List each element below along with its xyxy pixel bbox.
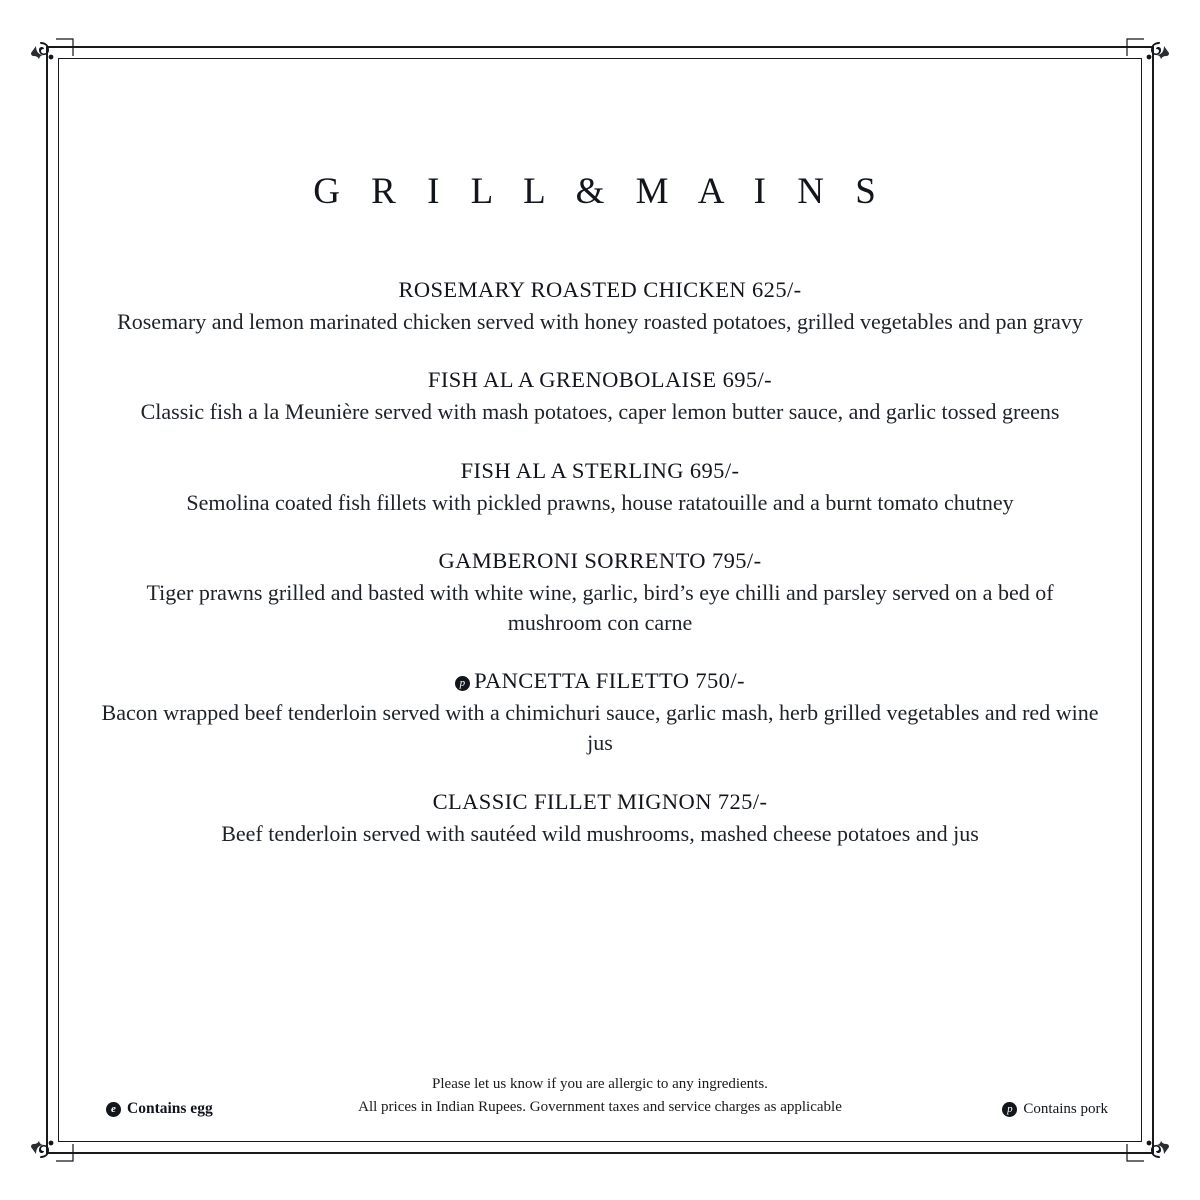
menu-item — [90, 546, 1110, 638]
menu-item-description: Bacon wrapped beef tenderloin served with a chimichuri sauce, garlic mash, herb grilled vegetables and red wine jus — [101, 700, 1099, 756]
menu-item — [90, 666, 1110, 758]
page-title: G R I L L & M A I N S — [313, 171, 887, 212]
menu-item-name — [90, 456, 1110, 486]
menu-item-name — [90, 365, 1110, 395]
menu-item-description: Semolina coated fish fillets with pickled prawns, house ratatouille and a burnt tomato chutney — [186, 489, 1014, 515]
menu-item-name-text: GAMBERONI SORRENTO 795/- — [438, 547, 762, 573]
menu-item-description: Rosemary and lemon marinated chicken served with honey roasted potatoes, grilled vegetables and pan gravy — [117, 309, 1083, 335]
menu-item-name-text: ROSEMARY ROASTED CHICKEN 625/- — [398, 277, 802, 302]
menu-item — [90, 365, 1110, 427]
menu-item-description: Beef tenderloin served with sautéed wild mushrooms, mashed cheese potatoes and jus — [221, 820, 979, 846]
legend-contains-pork — [1002, 1101, 1108, 1118]
menu-item-name — [90, 275, 1110, 305]
menu-item-description: Tiger prawns grilled and basted with white wine, garlic, bird’s eye chilli and parsley served on a bed of mushroom con carne — [146, 579, 1054, 636]
menu-item — [90, 456, 1110, 518]
menu-item — [90, 275, 1110, 337]
menu-content — [90, 170, 1110, 877]
menu-item-name — [90, 787, 1110, 817]
menu-item — [90, 787, 1110, 849]
menu-item-name-text: PANCETTA FILETTO 750/- — [474, 668, 745, 694]
legend-contains-pork-label: Contains pork — [1023, 1101, 1108, 1117]
pricing-note: All prices in Indian Rupees. Government taxes and service charges as applicable — [358, 1098, 842, 1115]
legend-contains-egg-label: Contains egg — [127, 1100, 213, 1117]
menu-item-name-text: CLASSIC FILLET MIGNON 725/- — [432, 788, 768, 814]
allergy-note: Please let us know if you are allergic to any ingredients. — [432, 1076, 768, 1092]
contains-pork-icon: p — [1002, 1102, 1017, 1117]
menu-item-name — [90, 666, 1110, 696]
menu-item-name-text: FISH AL A GRENOBOLAISE 695/- — [427, 367, 773, 393]
contains-pork-icon: p — [455, 676, 470, 691]
menu-item-description: Classic fish a la Meunière served with mash potatoes, caper lemon butter sauce, and garlic tossed greens — [140, 399, 1060, 425]
legend-contains-egg — [106, 1100, 213, 1118]
corner-flourish-top-right-icon — [1124, 36, 1170, 82]
menu-item-name — [90, 546, 1110, 576]
contains-egg-icon: e — [106, 1102, 121, 1117]
corner-flourish-bottom-right-icon — [1124, 1118, 1170, 1164]
corner-flourish-bottom-left-icon — [30, 1118, 76, 1164]
corner-flourish-top-left-icon — [30, 36, 76, 82]
menu-item-name-text: FISH AL A STERLING 695/- — [460, 457, 740, 483]
